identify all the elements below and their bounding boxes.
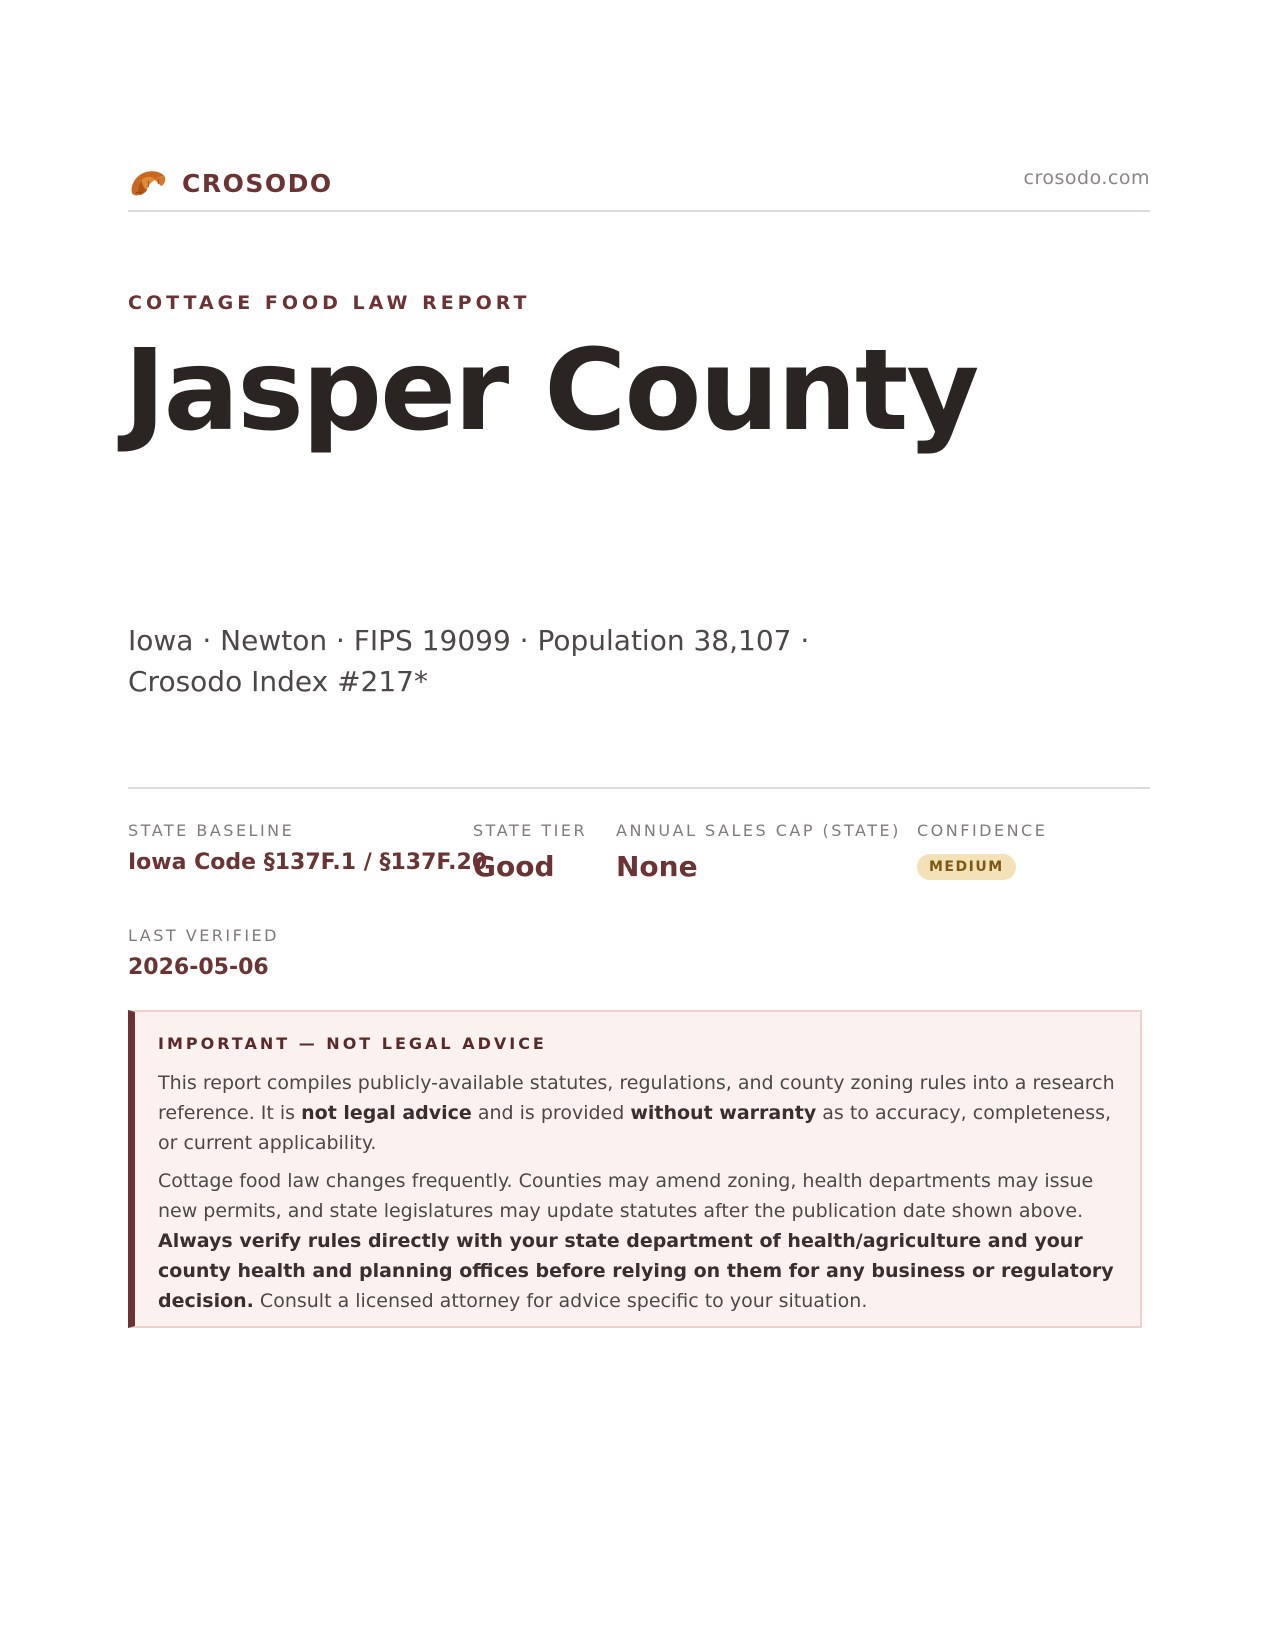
- legal-notice: [128, 1010, 1142, 1328]
- stat-label: STATE BASELINE: [128, 821, 295, 840]
- brand-name: CROSODO: [182, 168, 333, 198]
- notice-text: as to accuracy, completeness, or current applicability.: [158, 1102, 1112, 1154]
- notice-title: IMPORTANT — NOT LEGAL ADVICE: [158, 1034, 547, 1053]
- notice-emphasis: without warranty: [630, 1102, 817, 1124]
- notice-text: Cottage food law changes frequently. Counties may amend zoning, health departments may issue new permits, and state legislatures may update statutes after the publication date shown above.: [158, 1170, 1094, 1222]
- stat-value: Iowa Code §137F.1 / §137F.20: [128, 850, 488, 875]
- notice-paragraph-1: [158, 1068, 1128, 1158]
- stat-label: LAST VERIFIED: [128, 926, 279, 945]
- notice-emphasis: Always verify rules directly with your state department of health/agriculture and your county health and planning offices before relying on them for any business or regulatory decision.: [158, 1230, 1114, 1312]
- confidence-badge: MEDIUM: [917, 854, 1016, 880]
- stat-label: CONFIDENCE: [917, 821, 1048, 840]
- brand: [128, 163, 333, 203]
- notice-emphasis: not legal advice: [301, 1102, 472, 1124]
- stat-confidence: [917, 821, 1047, 880]
- notice-text: Consult a licensed attorney for advice specific to your situation.: [253, 1290, 868, 1312]
- section-divider: [128, 787, 1150, 789]
- site-url-link[interactable]: crosodo.com: [1023, 167, 1150, 189]
- notice-text: This report compiles publicly-available statutes, regulations, and county zoning rules into a research reference. It is: [158, 1072, 1115, 1124]
- stat-value: 2026-05-06: [128, 955, 269, 980]
- stat-state-baseline: [128, 821, 487, 875]
- notice-paragraph-2: [158, 1166, 1128, 1316]
- stat-sales-cap: [616, 821, 901, 883]
- stat-label: ANNUAL SALES CAP (STATE): [616, 821, 901, 840]
- stat-label: STATE TIER: [473, 821, 588, 840]
- stat-value: None: [616, 850, 698, 883]
- croissant-icon: [128, 163, 168, 203]
- report-eyebrow: COTTAGE FOOD LAW REPORT: [128, 292, 531, 314]
- stat-value: Good: [473, 850, 555, 883]
- notice-text: and is provided: [471, 1102, 631, 1124]
- stat-last-verified: [128, 926, 279, 980]
- county-title: Jasper County: [124, 326, 978, 456]
- stat-state-tier: [473, 821, 587, 883]
- report-header: [128, 155, 1150, 212]
- county-subtitle: Iowa · Newton · FIPS 19099 · Population 38,107 · Crosodo Index #217*: [128, 624, 810, 698]
